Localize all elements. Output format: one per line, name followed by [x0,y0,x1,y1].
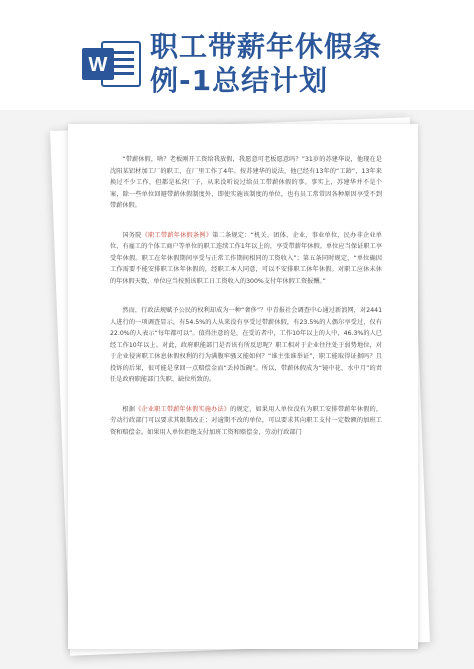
paragraph-1: “带薪休假，啥？老板刚开工资给我放假，我愿意可老板愿意吗？”31岁的苏建华说，他现在是沈阳某铝材加工厂的职工，在厂里工作了4年。按苏建华的说法，他已经有13年的“工龄”，13年来换过不少工作，但都是私营厂子，从来没听说过给员工带薪休假的事。事实上，苏建华并不是个案，除一些单位回避带薪休假制度外，即使实施该制度的单位，也有员工常常因各种原因享受不到带薪休假。 [110,156,382,209]
paragraph-2: 国务院《职工带薪年休假条例》第二条规定：“机关、团体、企业、事业单位、民办非企业单位、有雇工的个体工商户等单位的职工连续工作1年以上的，享受带薪年休假。单位应当保证职工享受年休假。职工在年休假期间享受与正常工作期间相同的工资收入”；第五条同时规定，“单位确因工作需要不能安排职工休年休假的，经职工本人同意，可以不安排职工休年休假。对职工应休未休的年休假天数，单位应当按照该职工日工资收入的300%支付年休假工资报酬。” [110,231,382,285]
document-page [68,124,418,649]
implementation-measures-link[interactable]: 《企业职工带薪年休假实施办法》 [135,405,231,413]
regulation-link[interactable]: 《职工带薪年休假条例》 [141,231,213,239]
word-document-icon [80,40,142,88]
page-title [150,30,470,98]
title-line-1: 职工带薪年休假条 [150,30,383,63]
paragraph-3: 然而，行政法规赋予公民的权利却成为一种“奢侈”？中青报社会调查中心通过新浪网，对2441人进行的一项调查显示，有54.5%的人从来没有享受过带薪休假，有23.5%的人偶尔享受过，仅有22.0%的人表示“每年都可以”。值得注意的是，在受访者中，工作10年以上的人中，46.3%的人已经工作10年以上。对此，政府职能部门是否该有所反思呢？职工相对于企业往往处于弱势地位，对于企业侵害职工休息休假权利的行为满腹牢骚又能如何？“谁主张谁举证”，职工能取得证据吗？且投诉的后果，很可能是拿回一点赔偿金而“丢掉饭碗”。所以，带薪休假成为“镜中花、水中月”的责任是政府职能部门失职、缺位所致的。 [110,307,382,383]
header-banner [0,0,474,110]
paragraph-4: 根据《企业职工带薪年休假实施办法》的规定，如果用人单位没有为职工安排带薪年休假的，劳动行政部门可以要求其限期改正；对逾期不改的单位，可以要求其向职工支付一定数额的加班工资和赔偿金。如果用人单位拒绝支付加班工资和赔偿金，劳动行政部门 [110,405,383,436]
word-logo-letter: W [88,54,108,76]
title-line-2: 例-1总结计划 [150,64,329,97]
